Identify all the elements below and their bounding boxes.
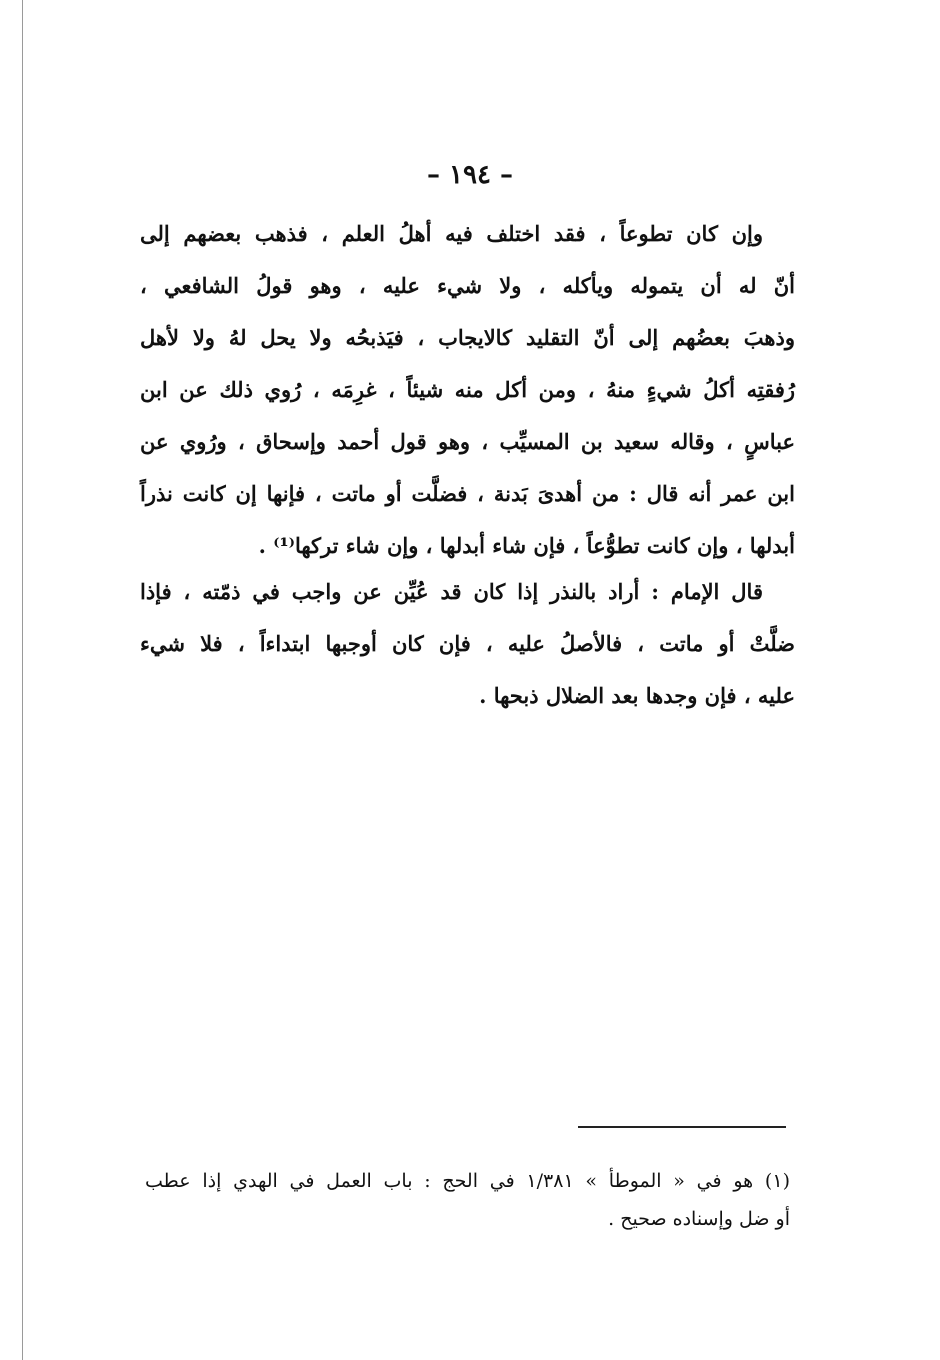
text-line: وذهبَ بعضُهم إلى أنّ التقليد كالايجاب ، فيَذبحُه ولا يحل لهُ ولا لأهل <box>140 325 795 350</box>
footnote-line: أو ضل وإسناده صحيح . <box>608 1208 790 1230</box>
footnotes <box>145 1162 790 1238</box>
text-line: أبدلها ، وإن كانت تطوُّعاً ، فإن شاء أبدلها ، وإن شاء تركها⁽¹⁾ . <box>258 533 795 558</box>
text-line: عليه ، فإن وجدها بعد الضلال ذبحها . <box>479 683 795 708</box>
footnote-line: (١) هو في « الموطأ » ١/٣٨١ في الحج : باب العمل في الهدي إذا عطب <box>145 1170 790 1192</box>
text-line: وإن كان تطوعاً ، فقد اختلف فيه أهلُ العلم ، فذهب بعضهم إلى <box>140 221 763 246</box>
text-line: قال الإمام : أراد بالنذر إذا كان قد عُيِّن عن واجب في ذمّته ، فإذا <box>140 579 763 604</box>
footnote-divider <box>578 1126 786 1128</box>
text-line: رُفقتِه أكلُ شيءٍ منهُ ، ومن أكل منه شيئاً ، غرِمَه ، رُوي ذلك عن ابن <box>140 377 795 402</box>
scan-edge-line <box>22 0 23 1360</box>
text-line: ضلَّتْ أو ماتت ، فالأصلُ عليه ، فإن كان أوجبها ابتداءاً ، فلا شيء <box>140 631 795 656</box>
text-line: عباسٍ ، وقاله سعيد بن المسيِّب ، وهو قول أحمد وإسحاق ، ورُوي عن <box>140 429 795 454</box>
text-line: أنّ له أن يتموله ويأكله ، ولا شيء عليه ، وهو قولُ الشافعي ، <box>140 273 795 298</box>
paragraph-2 <box>140 566 795 722</box>
text-line: ابن عمر أنه قال : من أهدىَ بَدنة ، فضلَّت أو ماتت ، فإنها إن كانت نذراً <box>140 481 795 506</box>
paragraph-1 <box>140 208 795 572</box>
page-number: – ١٩٤ – <box>426 160 514 190</box>
